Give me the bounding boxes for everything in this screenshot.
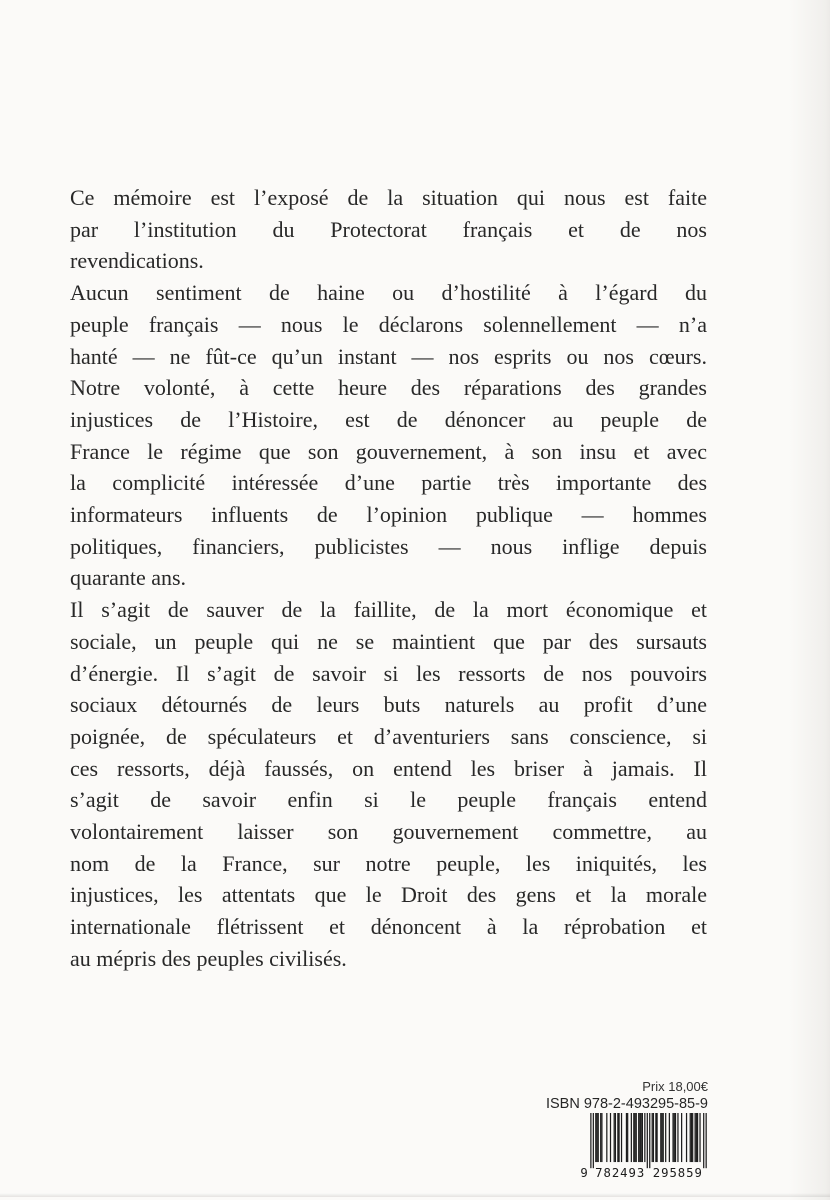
text-line: au mépris des peuples civilisés. [70, 945, 347, 971]
text-line: injustices de l’Histoire, est de dénoncer au peuple de [70, 406, 707, 432]
text-line: Ce mémoire est l’exposé de la situation qui nous est faite [70, 185, 707, 210]
price-label: Prix 18,00€ [642, 1079, 708, 1094]
text-line: volontairement laisser son gouvernement commettre, au [70, 819, 707, 845]
text-line: France le régime que son gouvernement, à son insu et avec [70, 438, 707, 464]
body-text [70, 182, 707, 975]
text-line: internationale flétrissent et dénoncent à la réprobation et [70, 914, 707, 940]
text-line: Notre volonté, à cette heure des réparations des grandes [70, 375, 707, 401]
text-line: injustices, les attentats que le Droit des gens et la morale [70, 882, 707, 908]
text-line: revendications. [70, 248, 204, 274]
text-line: s’agit de savoir enfin si le peuple français entend [70, 787, 707, 813]
barcode-bars [590, 1113, 707, 1168]
text-line: Il s’agit de sauver de la faillite, de la mort économique et [70, 597, 707, 623]
text-line: sociaux détournés de leurs buts naturels au profit d’une [70, 692, 707, 718]
cover-bottom-edge [0, 1193, 830, 1197]
text-line: la complicité intéressée d’une partie très importante des [70, 470, 707, 496]
text-line: peuple français — nous le déclarons solennellement — n’a [70, 311, 707, 337]
paragraph [70, 277, 707, 594]
isbn-label: ISBN 978-2-493295-85-9 [545, 1096, 708, 1112]
text-line: nom de la France, sur notre peuple, les iniquités, les [70, 850, 707, 876]
paragraph [70, 182, 707, 277]
text-line: ces ressorts, déjà faussés, on entend les briser à jamais. Il [70, 755, 707, 781]
barcode [578, 1113, 708, 1178]
text-line: Aucun sentiment de haine ou d’hostilité à l’égard du [70, 280, 707, 306]
text-line: quarante ans. [70, 565, 187, 591]
text-line: informateurs influents de l’opinion publique — hommes [70, 502, 707, 528]
text-line: sociale, un peuple qui ne se maintient que par des sursauts [70, 628, 707, 654]
barcode-leading-digit: 9 [580, 1165, 588, 1178]
barcode-svg [578, 1113, 708, 1178]
text-line: hanté — ne fût-ce qu’un instant — nos esprits ou nos cœurs. [70, 343, 707, 369]
text-line: poignée, de spéculateurs et d’aventuriers sans conscience, si [70, 723, 707, 749]
text-line: d’énergie. Il s’agit de savoir si les ressorts de nos pouvoirs [70, 660, 707, 686]
barcode-digits-group1: 782493 [595, 1165, 645, 1178]
barcode-digits-group2: 295859 [652, 1165, 702, 1178]
paragraph [70, 594, 707, 974]
text-line: politiques, financiers, publicistes — nous inflige depuis [70, 533, 707, 559]
text-line: par l’institution du Protectorat français et de nos [70, 216, 707, 242]
